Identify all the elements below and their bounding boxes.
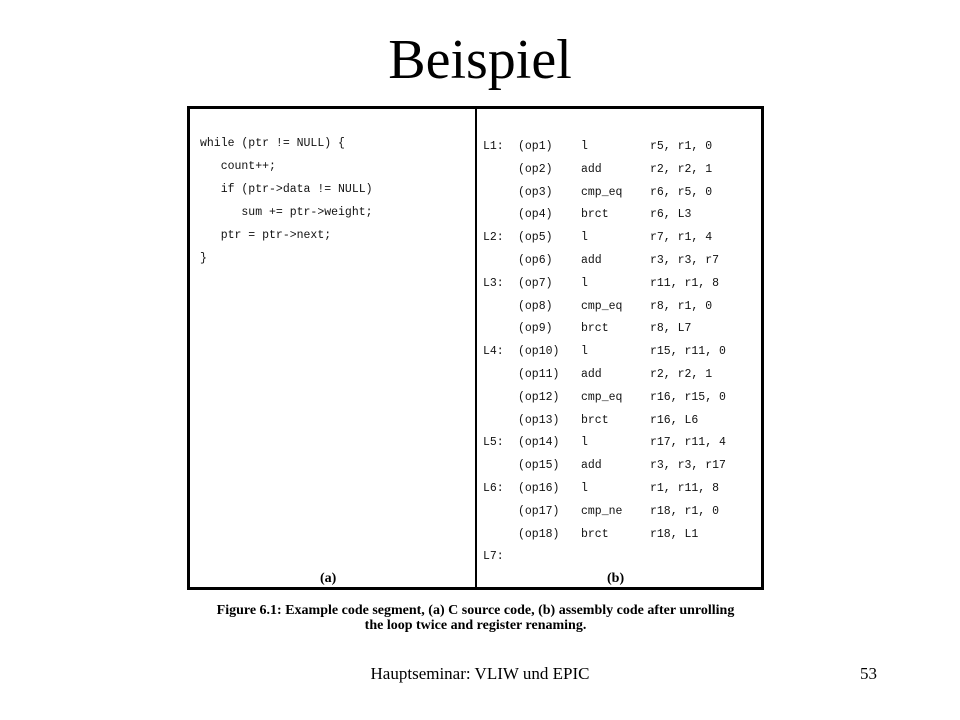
asm-mnemonic: l [581, 482, 588, 495]
assembly-row [477, 368, 761, 382]
figure-caption [187, 603, 764, 633]
asm-op-id: (op1) [518, 140, 553, 153]
asm-op-id: (op12) [518, 390, 560, 404]
assembly-row [477, 436, 761, 450]
asm-op-id: (op5) [518, 231, 553, 245]
assembly-row [477, 505, 761, 519]
asm-operands: r18, L1 [650, 527, 699, 541]
asm-op-id: (op18) [518, 527, 560, 541]
asm-operands: r7, r1, 4 [650, 231, 713, 245]
asm-operands: r16, L6 [650, 413, 699, 427]
asm-operands: r8, r1, 0 [650, 299, 713, 313]
assembly-row [477, 208, 761, 222]
asm-mnemonic: l [581, 140, 588, 153]
c-source-panel [190, 109, 475, 587]
asm-mnemonic: brct [581, 413, 609, 427]
asm-operands: r2, r2, 1 [650, 368, 713, 381]
asm-mnemonic: cmp_eq [581, 185, 623, 199]
asm-mnemonic: l [581, 276, 588, 290]
assembly-row [477, 322, 761, 336]
panel-label-a: (a) [320, 571, 337, 586]
asm-operands: r3, r3, r17 [650, 459, 726, 473]
assembly-row [477, 528, 761, 542]
assembly-row [477, 300, 761, 314]
assembly-row [477, 550, 761, 564]
assembly-row [477, 277, 761, 291]
asm-op-id: (op16) [518, 482, 560, 495]
figure-frame [187, 106, 764, 590]
asm-operands: r15, r11, 0 [650, 345, 726, 359]
asm-mnemonic: brct [581, 322, 609, 336]
asm-label: L7: [483, 550, 504, 564]
asm-mnemonic: l [581, 345, 588, 359]
asm-mnemonic: brct [581, 527, 609, 541]
source-line: if (ptr->data != NULL) [200, 183, 373, 196]
asm-op-id: (op3) [518, 185, 553, 199]
assembly-row [477, 186, 761, 200]
asm-op-id: (op15) [518, 459, 560, 473]
asm-operands: r17, r11, 4 [650, 436, 726, 450]
asm-op-id: (op6) [518, 254, 553, 267]
assembly-row [477, 231, 761, 245]
asm-label: L2: [483, 231, 504, 245]
assembly-panel [477, 109, 761, 587]
asm-op-id: (op9) [518, 322, 553, 336]
asm-mnemonic: brct [581, 208, 609, 222]
asm-label: L6: [483, 482, 504, 495]
asm-op-id: (op4) [518, 208, 553, 222]
asm-mnemonic: cmp_eq [581, 299, 623, 313]
assembly-row [477, 391, 761, 405]
assembly-row [477, 254, 761, 268]
asm-mnemonic: l [581, 436, 588, 450]
assembly-row [477, 163, 761, 177]
asm-op-id: (op8) [518, 299, 553, 313]
asm-operands: r11, r1, 8 [650, 276, 720, 290]
asm-op-id: (op10) [518, 345, 560, 359]
asm-operands: r3, r3, r7 [650, 254, 720, 267]
asm-operands: r5, r1, 0 [650, 140, 713, 153]
source-line: count++; [200, 160, 276, 173]
caption-line-2: the loop twice and register renaming. [364, 618, 587, 633]
asm-op-id: (op14) [518, 436, 560, 450]
asm-mnemonic: add [581, 162, 602, 176]
asm-op-id: (op2) [518, 162, 553, 176]
asm-operands: r6, r5, 0 [650, 185, 713, 199]
panel-label-b: (b) [607, 571, 625, 586]
asm-operands: r1, r11, 8 [650, 482, 720, 495]
asm-operands: r16, r15, 0 [650, 390, 726, 404]
asm-operands: r6, L3 [650, 208, 692, 222]
assembly-row [477, 345, 761, 359]
footer-text: Hauptseminar: VLIW und EPIC [370, 664, 590, 683]
asm-mnemonic: add [581, 368, 602, 381]
source-line: } [200, 252, 207, 265]
asm-op-id: (op13) [518, 413, 560, 427]
slide-title: Beispiel [388, 29, 572, 91]
asm-op-id: (op17) [518, 504, 560, 518]
assembly-row [477, 482, 761, 496]
asm-label: L3: [483, 276, 504, 290]
source-line: ptr = ptr->next; [200, 229, 332, 242]
source-line: while (ptr != NULL) { [200, 137, 345, 150]
assembly-row [477, 414, 761, 428]
asm-mnemonic: l [581, 231, 588, 245]
asm-op-id: (op11) [518, 368, 560, 381]
asm-mnemonic: cmp_eq [581, 390, 623, 404]
asm-op-id: (op7) [518, 276, 553, 290]
source-line: sum += ptr->weight; [200, 206, 373, 219]
page-number: 53 [860, 664, 877, 683]
assembly-row [477, 459, 761, 473]
asm-label: L1: [483, 140, 504, 153]
assembly-row [477, 140, 761, 154]
caption-line-1: Figure 6.1: Example code segment, (a) C source code, (b) assembly code after unrolling [216, 603, 735, 618]
asm-label: L5: [483, 436, 504, 450]
asm-label: L4: [483, 345, 504, 359]
asm-mnemonic: add [581, 459, 602, 473]
asm-mnemonic: cmp_ne [581, 504, 623, 518]
asm-operands: r2, r2, 1 [650, 162, 713, 176]
asm-operands: r18, r1, 0 [650, 504, 720, 518]
asm-mnemonic: add [581, 254, 602, 267]
asm-operands: r8, L7 [650, 322, 692, 336]
